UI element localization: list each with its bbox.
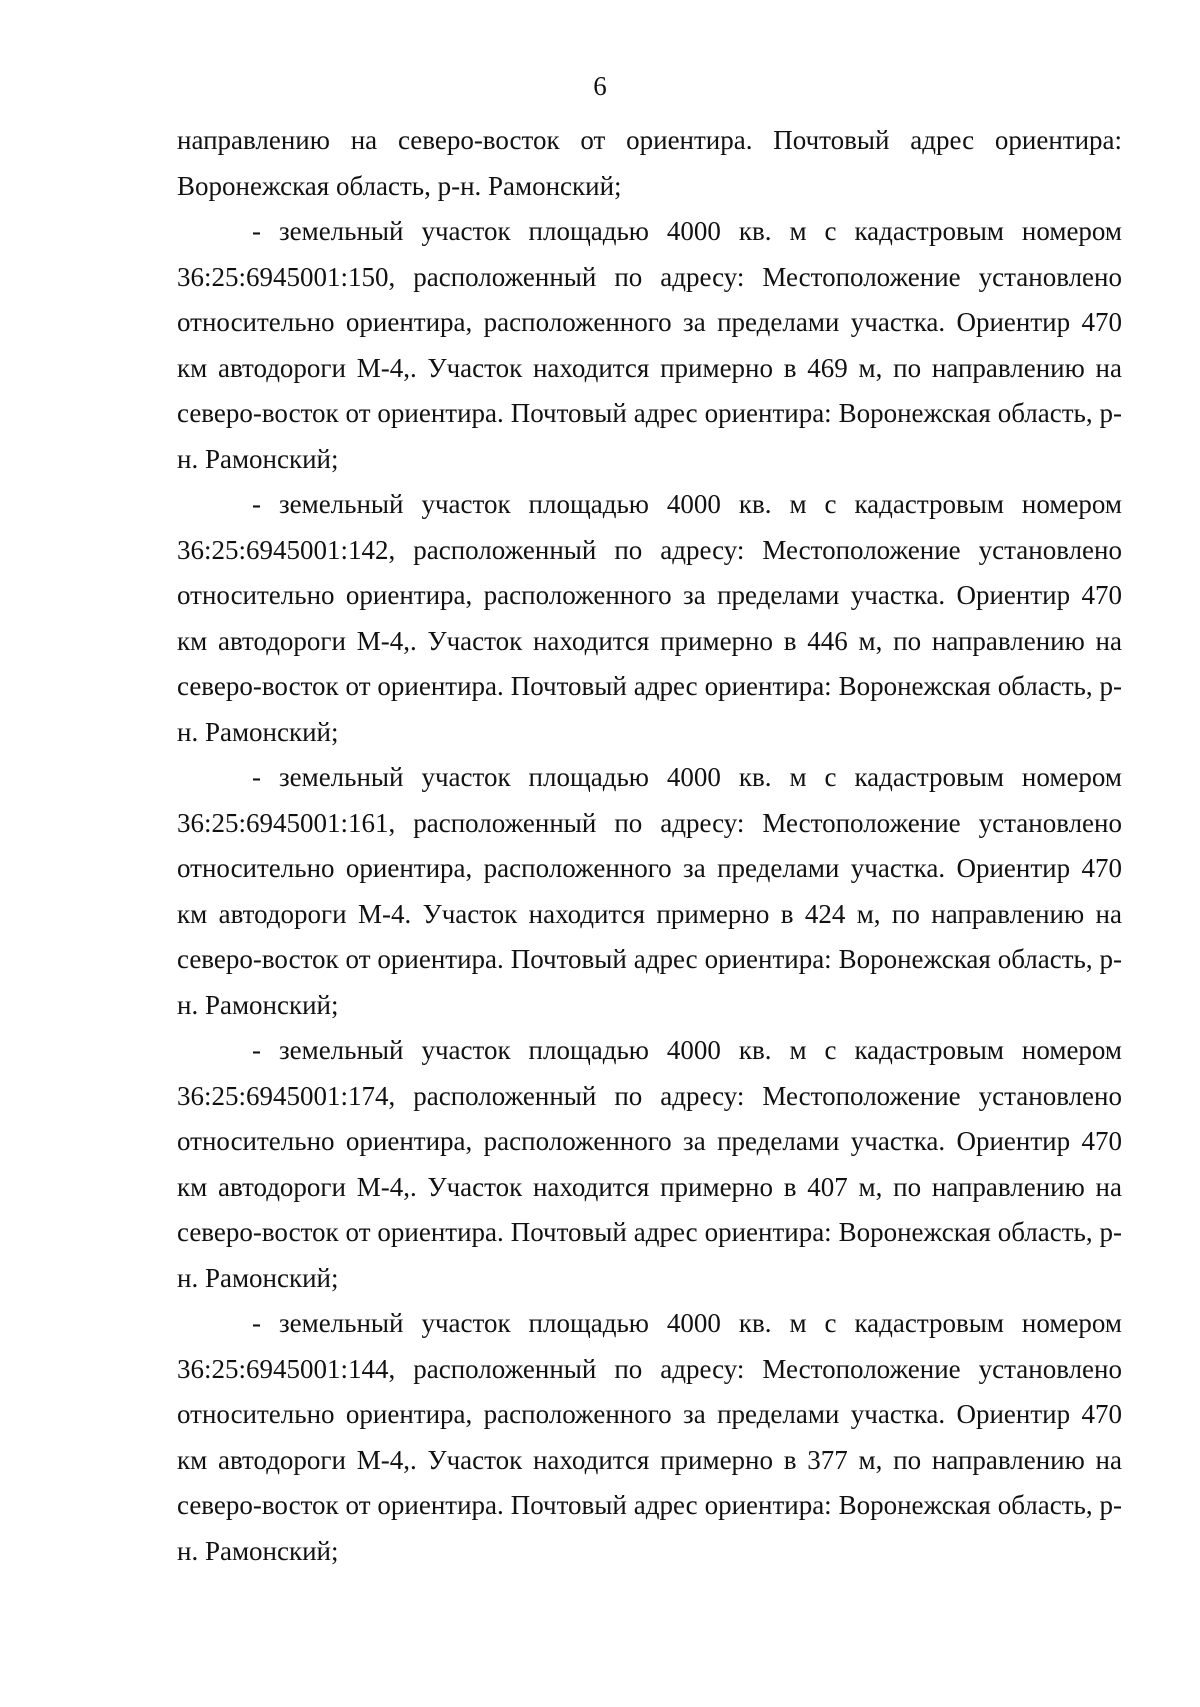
paragraph-land-plot-142: - земельный участок площадью 4000 кв. м с кадастровым номером 36:25:6945001:142, расположенный по адресу: Местоположение установлено относительно ориентира, расположенного за пределами участка. Ориентир 470 км автодороги М-4,. Участок находится примерно в 446 м, по направлению на северо-восток от ориентира. Почтовый адрес ориентира: Воронежская область, р-н. Рамонский; (177, 489, 1122, 747)
page-number: 6 (593, 71, 607, 101)
paragraph-continuation: направлению на северо-восток от ориентира. Почтовый адрес ориентира: Воронежская область, р-н. Рамонский; (177, 125, 1122, 201)
document-body (177, 118, 1122, 1574)
paragraph-land-plot-150: - земельный участок площадью 4000 кв. м с кадастровым номером 36:25:6945001:150, расположенный по адресу: Местоположение установлено относительно ориентира, расположенного за пределами участка. Ориентир 470 км автодороги М-4,. Участок находится примерно в 469 м, по направлению на северо-восток от ориентира. Почтовый адрес ориентира: Воронежская область, р-н. Рамонский; (177, 216, 1122, 474)
paragraph-land-plot-144: - земельный участок площадью 4000 кв. м с кадастровым номером 36:25:6945001:144, расположенный по адресу: Местоположение установлено относительно ориентира, расположенного за пределами участка. Ориентир 470 км автодороги М-4,. Участок находится примерно в 377 м, по направлению на северо-восток от ориентира. Почтовый адрес ориентира: Воронежская область, р-н. Рамонский; (177, 1308, 1122, 1566)
paragraph-land-plot-161: - земельный участок площадью 4000 кв. м с кадастровым номером 36:25:6945001:161, расположенный по адресу: Местоположение установлено относительно ориентира, расположенного за пределами участка. Ориентир 470 км автодороги М-4. Участок находится примерно в 424 м, по направлению на северо-восток от ориентира. Почтовый адрес ориентира: Воронежская область, р-н. Рамонский; (177, 762, 1122, 1020)
paragraph-land-plot-174: - земельный участок площадью 4000 кв. м с кадастровым номером 36:25:6945001:174, расположенный по адресу: Местоположение установлено относительно ориентира, расположенного за пределами участка. Ориентир 470 км автодороги М-4,. Участок находится примерно в 407 м, по направлению на северо-восток от ориентира. Почтовый адрес ориентира: Воронежская область, р-н. Рамонский; (177, 1035, 1122, 1293)
